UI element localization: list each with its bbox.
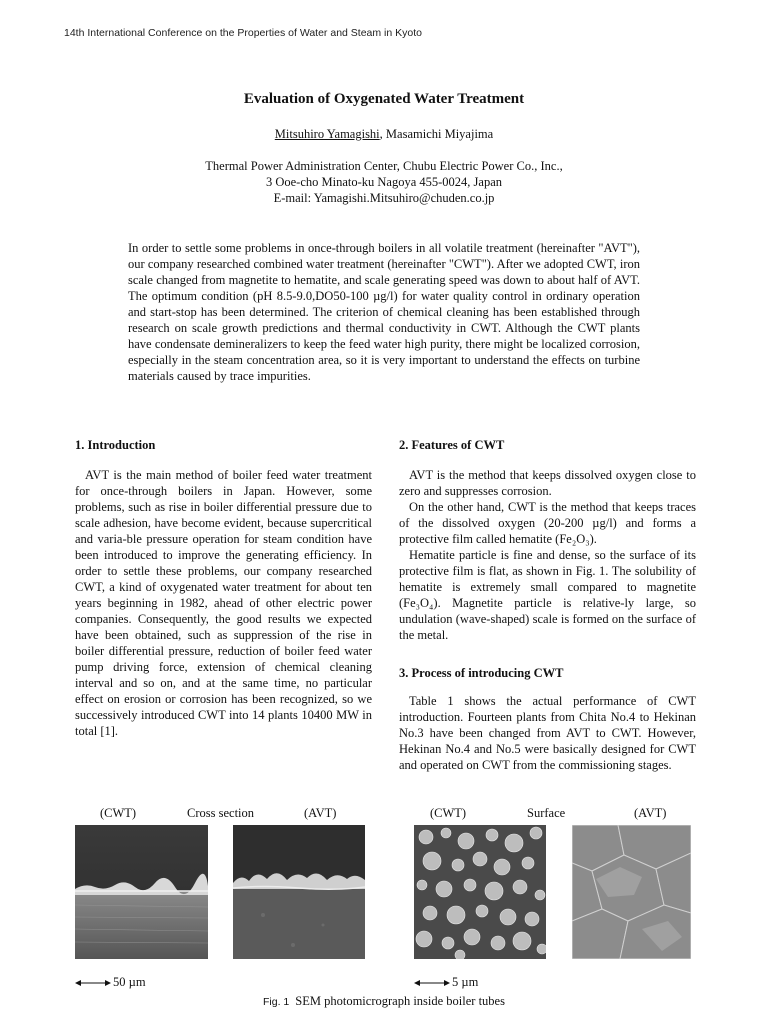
micrograph-surface-cwt <box>414 825 546 959</box>
section-heading-process: 3. Process of introducing CWT <box>399 666 564 680</box>
right-column <box>399 437 696 773</box>
affiliation-email: E-mail: Yamagishi.Mitsuhiro@chuden.co.jp <box>273 191 495 205</box>
paper-title: Evaluation of Oxygenated Water Treatment <box>243 91 525 107</box>
affiliation-line-2: 3 Ooe-cho Minato-ku Nagoya 455-0024, Japan <box>265 175 503 189</box>
features-paragraph-2: On the other hand, CWT is the method that keeps traces of the dissolved oxygen (20-200 µg/l) and forms a protective film called hematite (Fe₂O₃). <box>399 500 696 546</box>
section-heading-features: 2. Features of CWT <box>399 438 505 452</box>
process-body: Table 1 shows the actual performance of CWT introduction. Fourteen plants from Chita No.4 to Hekinan No.3 have been changed from AVT to CWT. However, Hekinan No.4 and No.5 were basically designed for CWT and operated on CWT from the commissioning stages. <box>399 694 696 772</box>
left-column <box>75 437 372 739</box>
figure-caption-text: SEM photomicrograph inside boiler tubes <box>295 994 505 1008</box>
label-surface-avt: (AVT) <box>634 806 667 820</box>
features-paragraph-3: Hematite particle is fine and dense, so the surface of its protective film is flat, as shown in Fig. 1. The solubility of hematite is extremely small compared to magnetite (Fe₃O₄). Magnetite particle is relative-ly large, so undulation (wave-shaped) scale is formed on the surface of the metal. <box>399 548 696 642</box>
scale-bar-surface <box>414 975 478 990</box>
affiliation <box>0 158 768 206</box>
scale-label-cross-section: 50 µm <box>113 975 146 989</box>
features-paragraph-1: AVT is the method that keeps dissolved oxygen close to zero and suppresses corrosion. <box>399 468 696 498</box>
micrograph-cross-section-avt <box>233 825 365 959</box>
abstract: In order to settle some problems in once-through boilers in all volatile treatment (hereinafter "AVT"), our company researched combined water treatment (hereinafter "CWT"). After we adopted CWT, iron scale changed from magnetite to hematite, and scale generating speed was down to about half of AVT. The optimum condition (pH 8.5-9.0,DO50-100 µg/l) for water quality control in ordinary operation and start-stop has been determined. The criterion of chemical cleaning has been established through research on scale growth predictions and thermal conductivity in CWT. Although the CWT plants have condensate demineralizers to keep the feed water high purity, there might be localized corrosion, especially in the steam concentration area, so it is very important to understand the effects on turbine materials caused by trace impurities. <box>128 241 640 383</box>
label-cross-cwt: (CWT) <box>100 806 137 820</box>
author-primary: Mitsuhiro Yamagishi <box>274 127 380 141</box>
label-cross-section: Cross section <box>187 806 255 820</box>
author-secondary: , Masamichi Miyajima <box>379 127 494 141</box>
scale-label-surface: 5 µm <box>452 975 479 989</box>
micrograph-surface-avt <box>572 825 691 959</box>
label-cross-avt: (AVT) <box>304 806 337 820</box>
double-arrow-icon <box>75 978 111 988</box>
label-surface-cwt: (CWT) <box>430 806 467 820</box>
introduction-body: AVT is the main method of boiler feed water treatment for once-through boilers in Japan. However, some problems, such as rise in boiler differential pressure due to scale adhesion, have become evident, because supercritical and varia-ble pressure operation for steam condition have been introduced to improve the generating efficiency. In order to settle these problems, our company researched CWT, a kind of oxygenated water treatment for about ten years beginning in 1982, ahead of other electric power companies. Consequently, the good results we expected have been obtained, such as suppression of the rise in boiler differential pressure, reduction of boiler feed water pump driving force, extension of chemical cleaning interval and so on, and at the same time, no particular effect on erosion or corrosion has been recognized, so we successively introduced CWT into 14 plants 10400 MW in total [1]. <box>75 468 372 738</box>
authors <box>0 127 768 142</box>
label-surface: Surface <box>527 806 566 820</box>
scale-bar-cross-section <box>75 975 146 990</box>
figure-number: Fig. 1 <box>263 996 290 1008</box>
micrograph-cross-section-cwt <box>75 825 208 959</box>
figure-caption <box>0 994 768 1009</box>
section-heading-introduction: 1. Introduction <box>75 438 156 452</box>
affiliation-line-1: Thermal Power Administration Center, Chubu Electric Power Co., Inc., <box>205 159 563 173</box>
double-arrow-icon <box>414 978 450 988</box>
conference-header: 14th International Conference on the Properties of Water and Steam in Kyoto <box>64 27 422 39</box>
